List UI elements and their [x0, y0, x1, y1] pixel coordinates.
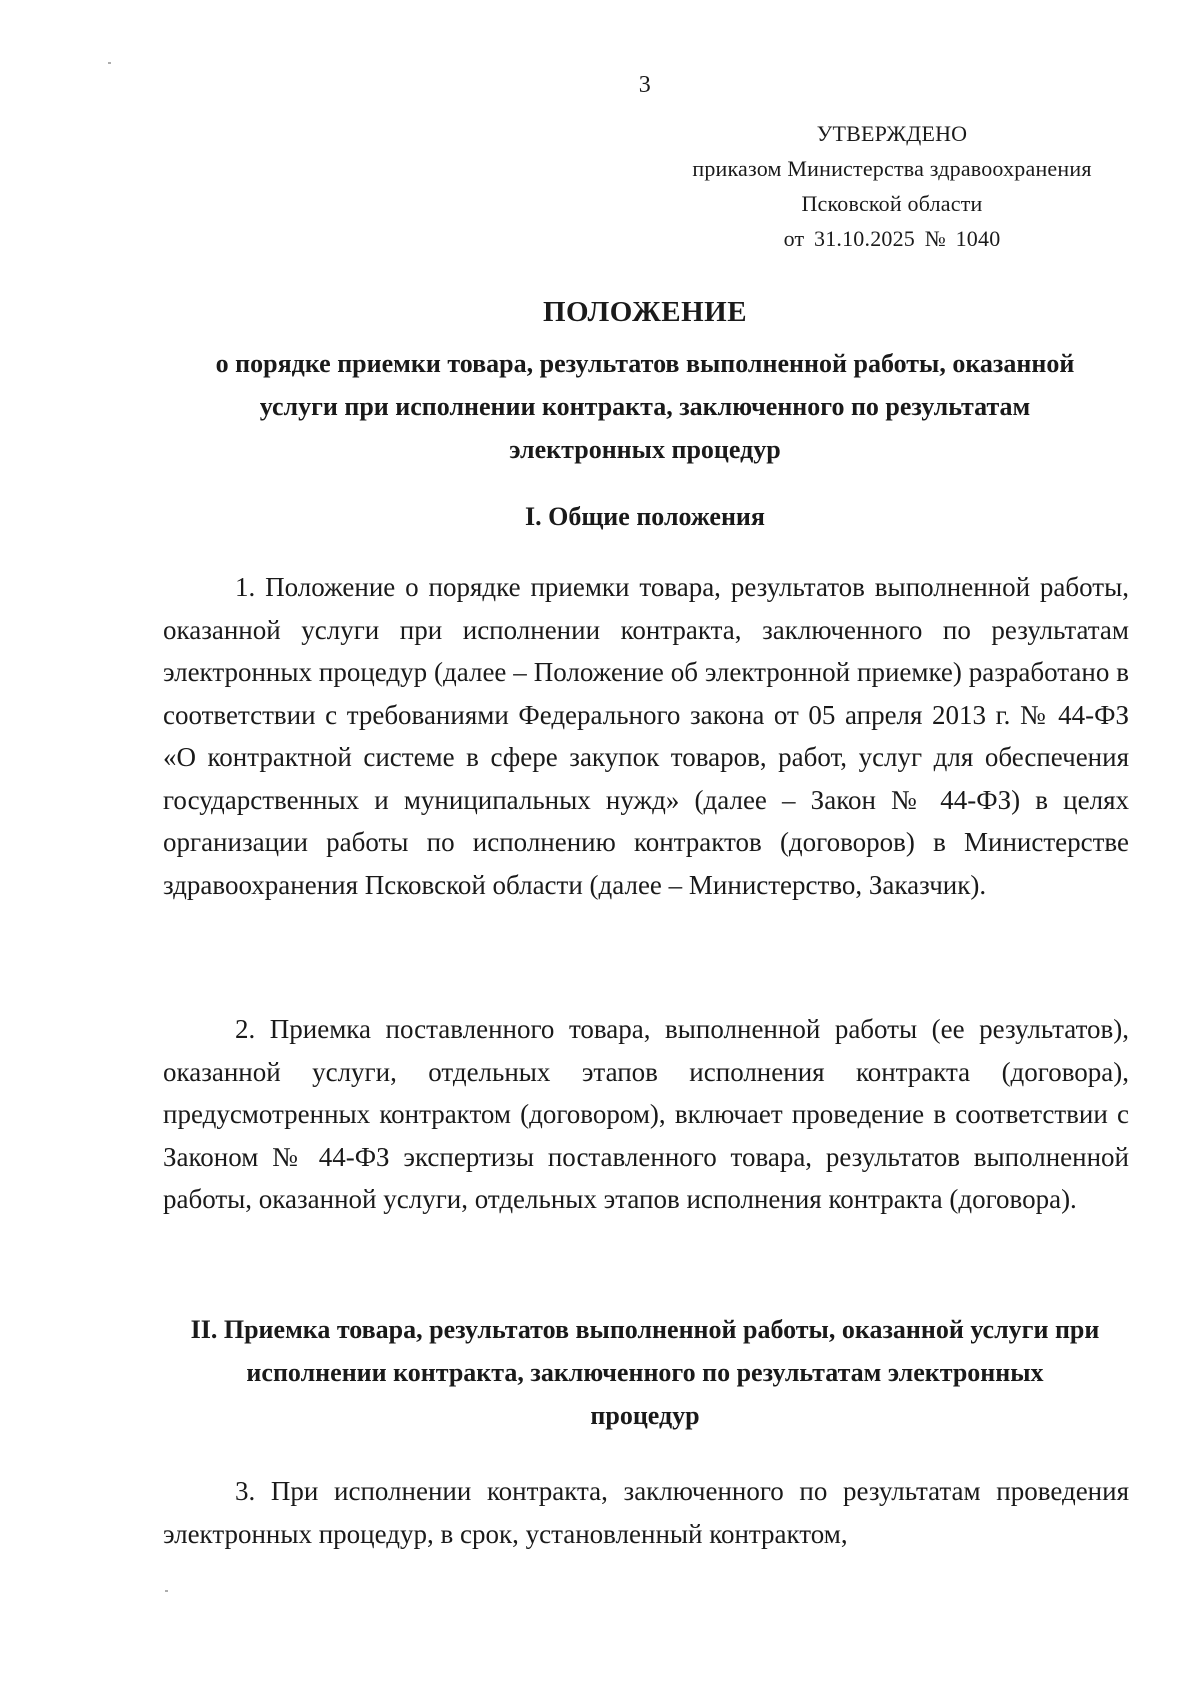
- section-body-general-1: [163, 566, 1129, 906]
- approval-block: [672, 116, 1112, 256]
- section-heading-acceptance: II. Приемка товара, результатов выполненной работы, оказанной услуги при исполнении контракта, заключенного по результатам электронных процедур: [190, 1315, 1100, 1430]
- paragraph-3: 3. При исполнении контракта, заключенного по результатам проведения электронных процедур, в срок, установленный контрактом,: [163, 1476, 1129, 1549]
- document-subtitle: о порядке приемки товара, результатов выполненной работы, оказанной услуги при исполнении контракта, заключенного по результатам электронных процедур: [215, 349, 1075, 464]
- approval-date-line: от 31.10.2025 № 1040: [783, 226, 1001, 251]
- page-number: 3: [638, 72, 652, 98]
- paragraph-2: 2. Приемка поставленного товара, выполненной работы (ее результатов), оказанной услуги, отдельных этапов исполнения контракта (договора), предусмотренных контрактом (договором), включает проведение в соответствии с Законом № 44-ФЗ экспертизы поставленного товара, результатов выполненной работы, оказанной услуги, отдельных этапов исполнения контракта (договора).: [163, 1014, 1129, 1214]
- document-title: ПОЛОЖЕНИЕ: [542, 296, 748, 328]
- section-body-general-2: [163, 1008, 1129, 1221]
- section-heading-general: I. Общие положения: [525, 502, 765, 531]
- scan-artifact: [165, 1590, 168, 1592]
- approval-stamp: УТВЕРЖДЕНО: [816, 121, 968, 146]
- approval-region-line: Псковской области: [801, 191, 983, 216]
- scan-artifact: [108, 62, 111, 64]
- approval-order-line: приказом Министерства здравоохранения: [692, 156, 1092, 181]
- section-body-acceptance: [163, 1470, 1129, 1555]
- paragraph-1: 1. Положение о порядке приемки товара, результатов выполненной работы, оказанной услуги при исполнении контракта, заключенного по результатам электронных процедур (далее – Положение об электронной приемке) разработано в соответствии с требованиями Федерального закона от 05 апреля 2013 г. № 44-ФЗ «О контрактной системе в сфере закупок товаров, работ, услуг для обеспечения государственных и муниципальных нужд» (далее – Закон № 44-ФЗ) в целях организации работы по исполнению контрактов (договоров) в Министерстве здравоохранения Псковской области (далее – Министерство, Заказчик).: [163, 572, 1129, 900]
